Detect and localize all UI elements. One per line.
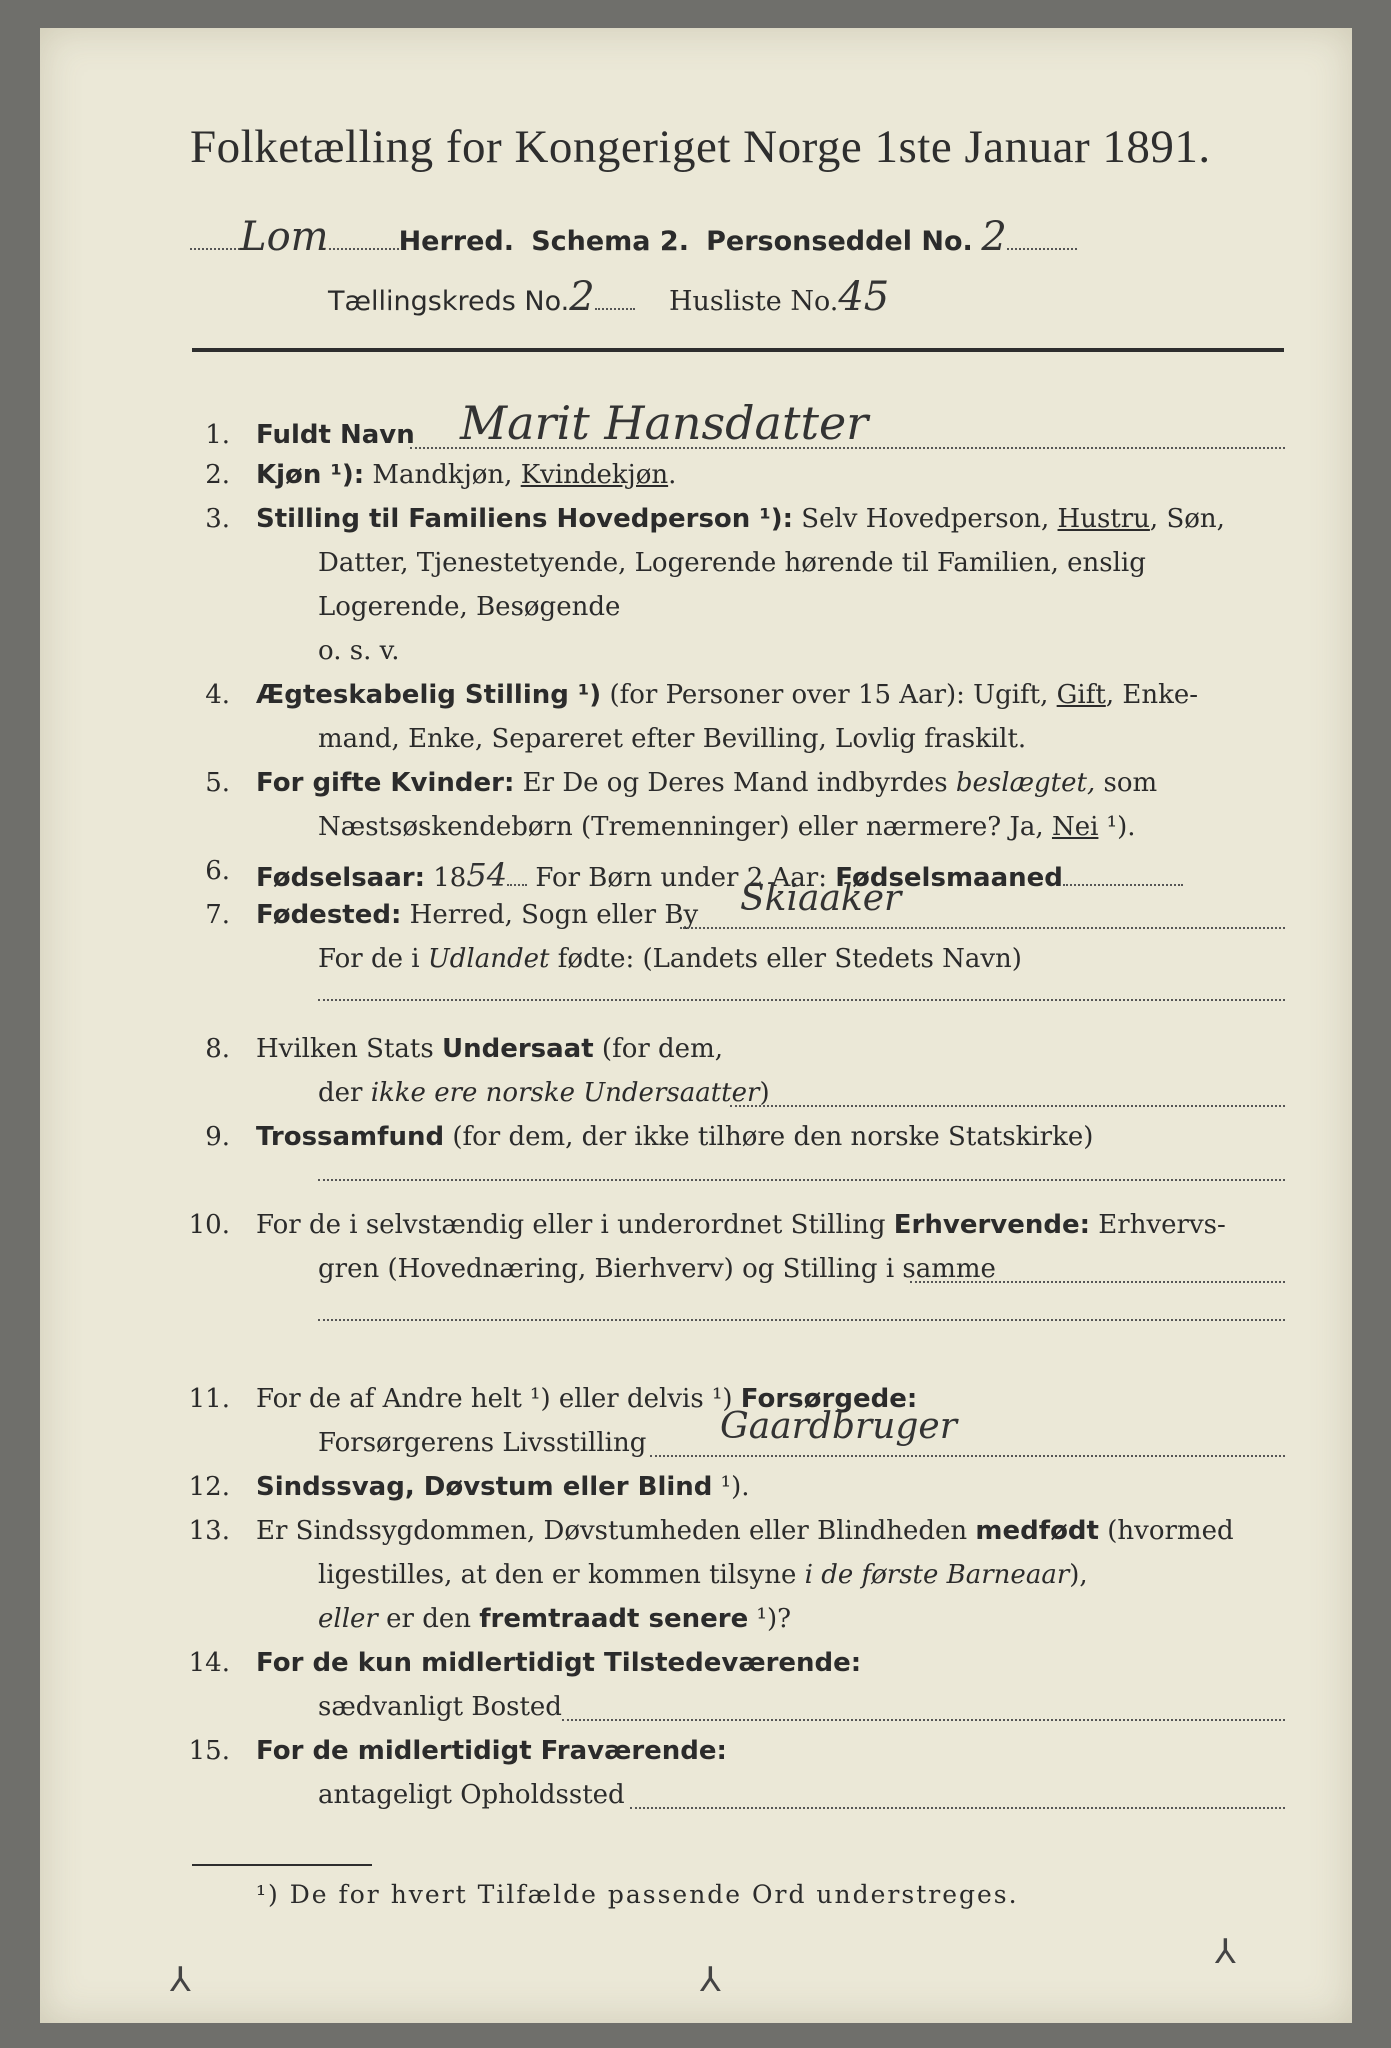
- item-14-dotline: [562, 1718, 1285, 1721]
- item-12-number: 12.: [188, 1472, 230, 1502]
- item-8-number: 8.: [205, 1034, 230, 1064]
- item-10-number: 10.: [188, 1210, 230, 1240]
- herred-name: Lom: [240, 214, 329, 260]
- item-15-number: 15.: [188, 1736, 230, 1766]
- item-2-number: 2.: [205, 460, 230, 490]
- herred-line: [190, 214, 1077, 260]
- item-2-text: Kjøn ¹): Mandkjøn, Kvindekjøn.: [256, 460, 677, 490]
- husliste-number: 45: [838, 274, 890, 320]
- item-3-line3: Logerende, Besøgende: [318, 592, 621, 622]
- footnote: ¹) De for hvert Tilfælde passende Ord understreges.: [256, 1880, 1019, 1909]
- item-8-line2: der ikke ere norske Undersaatter): [318, 1078, 770, 1108]
- item-13-number: 13.: [188, 1516, 230, 1546]
- item-6-number: 6.: [205, 856, 230, 886]
- item-5-number: 5.: [205, 768, 230, 798]
- item-13-line1: Er Sindssygdommen, Døvstumheden eller Blindheden medfødt (hvormed: [256, 1516, 1234, 1546]
- item-3-number: 3.: [205, 504, 230, 534]
- item-7-dotline-2: [318, 998, 1285, 1001]
- item-10-dotline-2: [318, 1318, 1285, 1321]
- census-form: [40, 28, 1352, 2023]
- item-8-dotline: [730, 1104, 1285, 1107]
- item-7-value: Skiaaker: [740, 878, 902, 919]
- item-1-value: Marit Hansdatter: [460, 396, 869, 450]
- item-7-dotline: [680, 926, 1285, 929]
- item-11-number: 11.: [188, 1384, 230, 1414]
- herred-label: Herred.: [398, 226, 515, 257]
- item-5-line1: For gifte Kvinder: Er De og Deres Mand indbyrdes beslægtet, som: [256, 768, 1158, 798]
- item-14-number: 14.: [188, 1648, 230, 1678]
- item-15-label: For de midlertidigt Fraværende:: [256, 1736, 727, 1766]
- item-11-line2: Forsørgerens Livsstilling: [318, 1428, 647, 1458]
- corner-mark-right-icon: ⅄: [1215, 1932, 1236, 1972]
- item-1-label: Fuldt Navn: [256, 420, 415, 450]
- item-9-number: 9.: [205, 1122, 230, 1152]
- taellingskreds-number: 2: [569, 274, 595, 320]
- item-10-dotline: [910, 1280, 1285, 1283]
- item-14-line2: sædvanligt Bosted: [318, 1692, 562, 1722]
- item-10-line2: gren (Hovednæring, Bierhverv) og Stilling i samme: [318, 1254, 996, 1284]
- item-3-line1: Stilling til Familiens Hovedperson ¹): Selv Hovedperson, Hustru, Søn,: [256, 504, 1225, 534]
- item-11-dotline: [650, 1454, 1285, 1457]
- header-rule: [192, 348, 1284, 352]
- item-11-line1: For de af Andre helt ¹) eller delvis ¹) Forsørgede:: [256, 1384, 918, 1414]
- husliste-label: Husliste No.: [669, 286, 839, 317]
- schema-label: Schema 2.: [531, 226, 689, 257]
- item-4-line1: Ægteskabelig Stilling ¹) (for Personer over 15 Aar): Ugift, Gift, Enke-: [256, 680, 1198, 710]
- item-7-line1: Fødested: Herred, Sogn eller By: [256, 900, 699, 930]
- item-3-line4: o. s. v.: [318, 636, 400, 666]
- corner-mark-left-icon: ⅄: [170, 1960, 191, 2000]
- personseddel-number: 2: [981, 214, 1007, 260]
- item-15-line2: antageligt Opholdssted: [318, 1780, 625, 1810]
- item-13-line3: eller er den fremtraadt senere ¹)?: [318, 1604, 792, 1634]
- item-10-line1: For de i selvstændig eller i underordnet Stilling Erhvervende: Erhvervs-: [256, 1210, 1226, 1240]
- item-1-number: 1.: [205, 420, 230, 450]
- item-13-line2: ligestilles, at den er kommen tilsyne i de første Barneaar),: [318, 1560, 1088, 1590]
- taellingskreds-label: Tællingskreds No.: [328, 286, 570, 317]
- item-3-line2: Datter, Tjenestetyende, Logerende hørende til Familien, enslig: [318, 548, 1146, 578]
- item-14-label: For de kun midlertidigt Tilstedeværende:: [256, 1648, 862, 1678]
- item-7-line2: For de i Udlandet fødte: (Landets eller Stedets Navn): [318, 944, 1022, 974]
- item-7-number: 7.: [205, 900, 230, 930]
- item-4-number: 4.: [205, 680, 230, 710]
- corner-mark-center-icon: ⅄: [700, 1960, 721, 2000]
- footnote-rule: [192, 1864, 372, 1866]
- personseddel-label: Personseddel No.: [706, 226, 973, 257]
- item-4-line2: mand, Enke, Separeret efter Bevilling, Lovlig fraskilt.: [318, 724, 1027, 754]
- item-8-line1: Hvilken Stats Undersaat (for dem,: [256, 1034, 723, 1064]
- taellingskreds-line: [328, 274, 889, 320]
- item-9-dotline: [318, 1178, 1285, 1181]
- item-9-line: Trossamfund (for dem, der ikke tilhøre den norske Statskirke): [256, 1122, 1094, 1152]
- item-5-line2: Næstsøskendebørn (Tremenninger) eller nærmere? Ja, Nei ¹).: [318, 812, 1136, 842]
- item-12-line: Sindssvag, Døvstum eller Blind ¹).: [256, 1472, 750, 1502]
- item-11-value: Gaardbruger: [720, 1406, 957, 1447]
- item-6-line: Fødselsaar: 1854 For Børn under 2 Aar: Fødselsmaaned: [256, 856, 1183, 894]
- form-title: Folketælling for Kongeriget Norge 1ste Januar 1891.: [190, 121, 1211, 173]
- item-15-dotline: [630, 1806, 1285, 1809]
